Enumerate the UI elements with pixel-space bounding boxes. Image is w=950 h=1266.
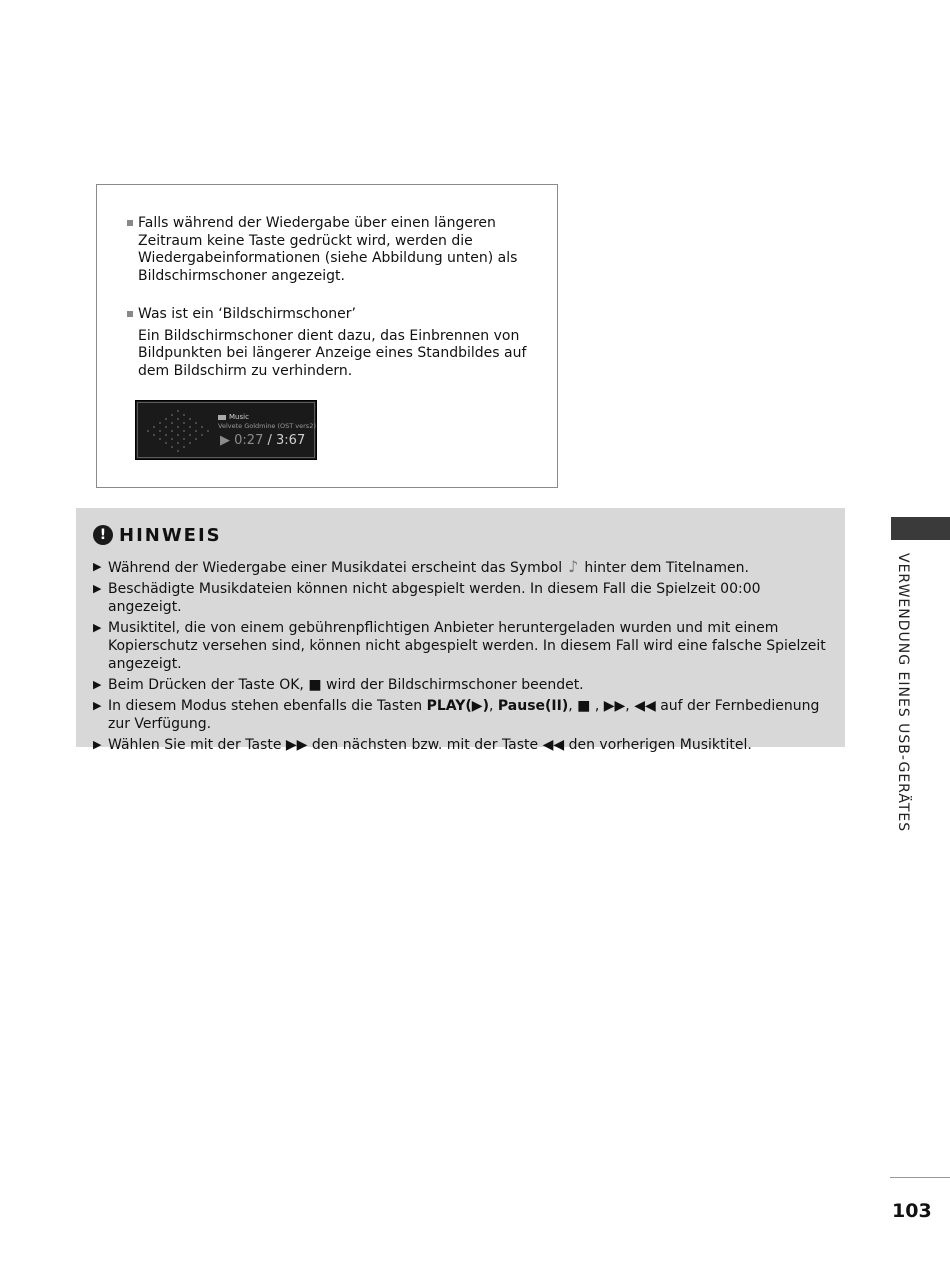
note-header <box>93 524 222 546</box>
side-section-title: VERWENDUNG EINES USB-GERÄTES <box>895 553 911 833</box>
arrow-bullet-icon: ▶ <box>93 738 102 751</box>
stop-icon: ■ <box>577 698 591 714</box>
music-label: Music <box>218 413 249 421</box>
bullet-what-is-screensaver <box>127 306 527 380</box>
note-box <box>76 508 845 753</box>
stop-icon: ■ <box>308 677 322 693</box>
list-item: ▶ Musiktitel, die von einem gebührenpflichtigen Anbieter heruntergeladen wurden und mit einem Kopierschutz versehen sind, können nicht abgespielt werden. In diesem Fall wird eine falsche Spielzeit angezeigt. <box>93 620 826 672</box>
arrow-bullet-icon: ▶ <box>93 678 102 691</box>
total-time: 3:67 <box>276 433 306 448</box>
list-item: ▶ In diesem Modus stehen ebenfalls die Tasten PLAY(▶), Pause(II), ■ , ▶▶, ◀◀ auf der Fernbedienung zur Verfügung. <box>93 698 820 732</box>
music-note-icon: ♪ <box>568 557 579 576</box>
square-bullet-icon <box>127 311 133 317</box>
arrow-bullet-icon: ▶ <box>93 699 102 712</box>
song-title: Velvete Goldmine (OST vers2) <box>218 422 316 430</box>
screensaver-image <box>135 400 317 460</box>
list-item: ▶ Wählen Sie mit der Taste ▶▶ den nächsten bzw. mit der Taste ◀◀ den vorherigen Musiktitel. <box>93 737 752 753</box>
bullet-screensaver-info <box>127 215 527 285</box>
rewind-icon: ◀◀ <box>634 698 656 714</box>
page-number: 103 <box>892 1200 932 1222</box>
bullet-title: Was ist ein ‘Bildschirmschoner’ <box>138 306 356 322</box>
rewind-icon: ◀◀ <box>542 737 565 753</box>
playback-time <box>220 433 305 448</box>
info-box <box>96 184 558 488</box>
fast-forward-icon: ▶▶ <box>603 698 626 714</box>
time-separator: / <box>267 433 272 448</box>
visualizer-dots-icon <box>144 407 216 455</box>
current-time: 0:27 <box>234 433 264 448</box>
note-title: HINWEIS <box>119 524 222 546</box>
list-item: ▶ Beschädigte Musikdateien können nicht abgespielt werden. In diesem Fall die Spielzeit 00:00 angezeigt. <box>93 581 761 615</box>
page-number-divider <box>890 1177 950 1178</box>
pause-key-label: Pause(II) <box>497 698 569 714</box>
bullet-body: Ein Bildschirmschoner dient dazu, das Einbrennen von Bildpunkten bei längerer Anzeige eines Standbildes auf dem Bildschirm zu verhindern. <box>138 327 527 379</box>
bullet-text: Falls während der Wiedergabe über einen längeren Zeitraum keine Taste gedrückt wird, werden die Wiedergabeinformationen (siehe Abbildung unten) als Bildschirmschoner angezeigt. <box>138 215 518 284</box>
side-tab-marker <box>891 517 950 540</box>
arrow-bullet-icon: ▶ <box>93 560 102 573</box>
list-item: ▶ Während der Wiedergabe einer Musikdatei erscheint das Symbol ♪ hinter dem Titelnamen. <box>93 557 749 576</box>
play-key-label: PLAY(▶) <box>426 698 489 714</box>
play-icon: ▶ <box>220 433 235 448</box>
fast-forward-icon: ▶▶ <box>285 737 308 753</box>
square-bullet-icon <box>127 220 133 226</box>
list-item: ▶ Beim Drücken der Taste OK, ■ wird der Bildschirmschoner beendet. <box>93 677 584 693</box>
note-list <box>93 558 828 757</box>
music-folder-icon <box>218 415 226 420</box>
exclamation-icon: ! <box>93 525 113 545</box>
arrow-bullet-icon: ▶ <box>93 621 102 634</box>
arrow-bullet-icon: ▶ <box>93 582 102 595</box>
